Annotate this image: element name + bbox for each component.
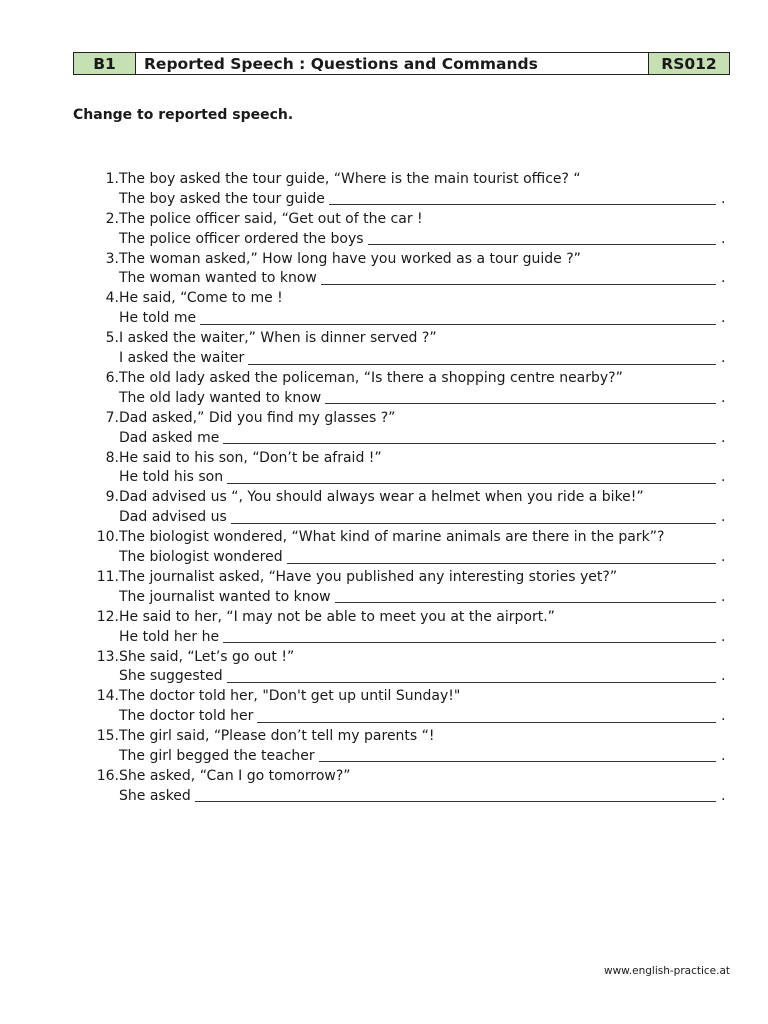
reported-speech-row: [94, 229, 734, 249]
exercise-list: [94, 169, 734, 806]
reported-speech-row: [94, 627, 734, 647]
direct-speech-sentence: Dad asked,” Did you find my glasses ?”: [119, 409, 396, 426]
direct-speech-sentence: He said to her, “I may not be able to meet you at the airport.”: [119, 608, 555, 625]
exercise-item: [94, 647, 734, 687]
direct-speech-row: [94, 766, 734, 786]
direct-speech-row: [94, 647, 734, 667]
reported-speech-row: [94, 189, 734, 209]
reported-speech-prompt: Dad advised us: [119, 509, 227, 526]
reported-speech-row: [94, 467, 734, 487]
exercise-item: [94, 766, 734, 806]
reported-speech-row: [94, 268, 734, 288]
reported-speech-prompt: The police officer ordered the boys: [119, 230, 364, 247]
worksheet-code: RS012: [649, 53, 729, 74]
answer-blank[interactable]: [321, 272, 716, 285]
direct-speech-row: [94, 169, 734, 189]
reported-speech-prompt: She suggested: [119, 668, 223, 685]
sentence-end-period: .: [721, 668, 726, 685]
exercise-item: [94, 249, 734, 289]
item-number: 6.: [105, 369, 119, 386]
exercise-item: [94, 686, 734, 726]
sentence-end-period: .: [721, 429, 726, 446]
exercise-item: [94, 368, 734, 408]
item-number: 5.: [105, 330, 119, 347]
direct-speech-sentence: I asked the waiter,” When is dinner served ?”: [119, 330, 437, 347]
item-number: 12.: [96, 608, 119, 625]
reported-speech-prompt: She asked: [119, 787, 191, 804]
reported-speech-row: [94, 428, 734, 448]
sentence-end-period: .: [721, 310, 726, 327]
sentence-end-period: .: [721, 588, 726, 605]
direct-speech-sentence: He said to his son, “Don’t be afraid !”: [119, 449, 382, 466]
direct-speech-sentence: She asked, “Can I go tomorrow?”: [119, 767, 351, 784]
item-number: 7.: [105, 409, 119, 426]
reported-speech-prompt: The old lady wanted to know: [119, 389, 322, 406]
answer-blank[interactable]: [227, 670, 716, 683]
worksheet-title: Reported Speech : Questions and Commands: [136, 53, 649, 74]
answer-blank[interactable]: [287, 551, 716, 564]
exercise-item: [94, 209, 734, 249]
direct-speech-sentence: The journalist asked, “Have you published any interesting stories yet?”: [119, 568, 618, 585]
exercise-item: [94, 527, 734, 567]
answer-blank[interactable]: [257, 710, 716, 723]
sentence-end-period: .: [721, 389, 726, 406]
direct-speech-row: [94, 567, 734, 587]
answer-blank[interactable]: [325, 391, 716, 404]
reported-speech-prompt: He told his son: [119, 469, 224, 486]
reported-speech-prompt: The girl begged the teacher: [119, 747, 315, 764]
exercise-item: [94, 288, 734, 328]
exercise-item: [94, 448, 734, 488]
direct-speech-row: [94, 328, 734, 348]
answer-blank[interactable]: [200, 312, 716, 325]
reported-speech-row: [94, 786, 734, 806]
reported-speech-prompt: Dad asked me: [119, 429, 220, 446]
answer-blank[interactable]: [248, 352, 716, 365]
reported-speech-row: [94, 547, 734, 567]
direct-speech-row: [94, 288, 734, 308]
direct-speech-sentence: Dad advised us “, You should always wear a helmet when you ride a bike!”: [119, 489, 644, 506]
sentence-end-period: .: [721, 190, 726, 207]
answer-blank[interactable]: [329, 192, 716, 205]
reported-speech-row: [94, 388, 734, 408]
direct-speech-row: [94, 527, 734, 547]
sentence-end-period: .: [721, 747, 726, 764]
item-number: 13.: [96, 648, 119, 665]
item-number: 16.: [96, 767, 119, 784]
sentence-end-period: .: [721, 509, 726, 526]
exercise-item: [94, 726, 734, 766]
reported-speech-prompt: The doctor told her: [119, 708, 254, 725]
direct-speech-sentence: The biologist wondered, “What kind of marine animals are there in the park”?: [119, 529, 665, 546]
direct-speech-row: [94, 368, 734, 388]
direct-speech-row: [94, 209, 734, 229]
sentence-end-period: .: [721, 787, 726, 804]
reported-speech-prompt: He told me: [119, 310, 197, 327]
direct-speech-sentence: He said, “Come to me !: [119, 290, 283, 307]
direct-speech-sentence: The police officer said, “Get out of the car !: [119, 210, 423, 227]
reported-speech-prompt: He told her he: [119, 628, 220, 645]
item-number: 9.: [105, 489, 119, 506]
instruction: Change to reported speech.: [73, 107, 294, 123]
answer-blank[interactable]: [223, 431, 716, 444]
answer-blank[interactable]: [227, 471, 716, 484]
item-number: 10.: [96, 529, 119, 546]
exercise-item: [94, 328, 734, 368]
answer-blank[interactable]: [368, 232, 716, 245]
direct-speech-sentence: The old lady asked the policeman, “Is there a shopping centre nearby?”: [119, 369, 623, 386]
reported-speech-prompt: The boy asked the tour guide: [119, 190, 325, 207]
direct-speech-row: [94, 408, 734, 428]
reported-speech-row: [94, 706, 734, 726]
item-number: 3.: [105, 250, 119, 267]
reported-speech-prompt: The journalist wanted to know: [119, 588, 331, 605]
item-number: 4.: [105, 290, 119, 307]
direct-speech-row: [94, 448, 734, 468]
direct-speech-sentence: She said, “Let’s go out !”: [119, 648, 295, 665]
worksheet-header: [73, 52, 730, 75]
direct-speech-sentence: The doctor told her, "Don't get up until Sunday!": [119, 688, 461, 705]
level-badge: B1: [74, 53, 136, 74]
sentence-end-period: .: [721, 270, 726, 287]
exercise-item: [94, 169, 734, 209]
exercise-item: [94, 408, 734, 448]
reported-speech-prompt: I asked the waiter: [119, 350, 245, 367]
exercise-item: [94, 487, 734, 527]
answer-blank[interactable]: [231, 511, 716, 524]
reported-speech-row: [94, 507, 734, 527]
direct-speech-row: [94, 726, 734, 746]
reported-speech-row: [94, 308, 734, 328]
sentence-end-period: .: [721, 469, 726, 486]
exercise-item: [94, 567, 734, 607]
direct-speech-row: [94, 686, 734, 706]
item-number: 14.: [96, 688, 119, 705]
reported-speech-row: [94, 587, 734, 607]
reported-speech-prompt: The biologist wondered: [119, 549, 283, 565]
item-number: 11.: [96, 568, 119, 585]
direct-speech-sentence: The boy asked the tour guide, “Where is the main tourist office? “: [119, 170, 581, 187]
direct-speech-row: [94, 607, 734, 627]
answer-blank[interactable]: [335, 590, 716, 603]
sentence-end-period: .: [721, 628, 726, 645]
direct-speech-sentence: The woman asked,” How long have you worked as a tour guide ?”: [119, 250, 581, 267]
sentence-end-period: .: [721, 350, 726, 367]
sentence-end-period: .: [721, 708, 726, 725]
direct-speech-sentence: The girl said, “Please don’t tell my parents “!: [119, 728, 435, 745]
direct-speech-row: [94, 249, 734, 269]
reported-speech-prompt: The woman wanted to know: [119, 270, 317, 287]
item-number: 15.: [96, 728, 119, 745]
answer-blank[interactable]: [195, 789, 716, 802]
reported-speech-row: [94, 746, 734, 766]
item-number: 1.: [105, 170, 119, 187]
footer-url: www.english-practice.at: [603, 965, 730, 977]
sentence-end-period: .: [721, 230, 726, 247]
reported-speech-row: [94, 666, 734, 686]
exercise-item: [94, 607, 734, 647]
answer-blank[interactable]: [319, 749, 716, 762]
sentence-end-period: .: [721, 549, 726, 565]
item-number: 8.: [105, 449, 119, 466]
item-number: 2.: [105, 210, 119, 227]
reported-speech-row: [94, 348, 734, 368]
direct-speech-row: [94, 487, 734, 507]
answer-blank[interactable]: [223, 630, 716, 643]
